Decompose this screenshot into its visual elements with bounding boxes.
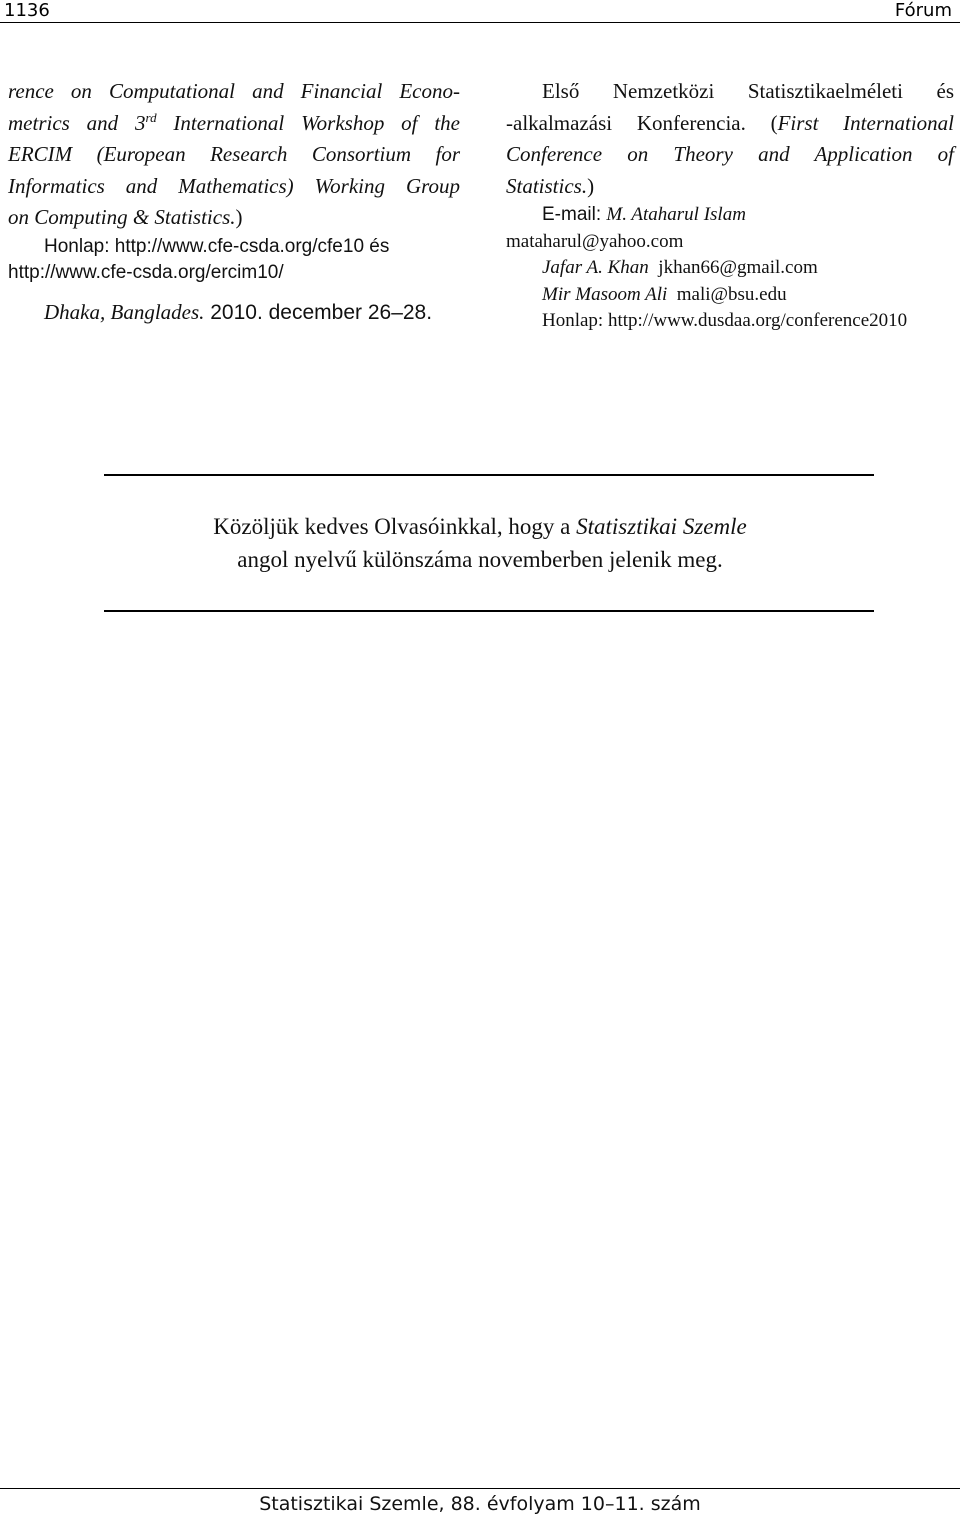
conference-text: International Workshop of the: [156, 110, 461, 135]
conference-title-line: Első Nemzetközi Statisztikaelméleti és: [542, 79, 954, 103]
location: Dhaka, Banglades.: [44, 299, 205, 324]
conference-title-line: Conference on Theory and Application of: [506, 142, 954, 166]
conference-title-line: [506, 171, 954, 203]
left-column: [8, 76, 460, 328]
notice-line: [0, 510, 960, 543]
page-number: 1136: [4, 0, 50, 21]
ordinal-superscript: rd: [145, 109, 157, 125]
conference-line: Informatics and Mathematics) Working Group: [8, 173, 460, 198]
contact-name: Mir Masoom Ali: [542, 283, 668, 305]
notice-text: Közöljük kedves Olvasóinkkal, hogy a: [213, 514, 577, 539]
contact-line: [506, 255, 954, 282]
conference-text: First International: [777, 110, 954, 135]
header-divider: [0, 22, 960, 23]
conference-line: ERCIM (European Research Consortium for: [8, 142, 460, 166]
right-column: [506, 76, 954, 335]
journal-title: Statisztikai Szemle: [576, 514, 747, 539]
contact-email[interactable]: mataharul@yahoo.com: [506, 230, 684, 252]
notice: [0, 510, 960, 576]
homepage-label: Honlap:: [44, 235, 115, 257]
conference-line: [8, 108, 460, 140]
notice-line: angol nyelvű különszáma novemberben jelenik meg.: [237, 547, 723, 572]
contact-email[interactable]: jkhan66@gmail.com: [658, 257, 818, 278]
contact-email[interactable]: mali@bsu.edu: [676, 283, 787, 305]
conference-text: Statistics.: [506, 173, 588, 198]
date: 2010. december 26–28.: [204, 300, 433, 324]
contact-name: M. Ataharul Islam: [606, 204, 746, 225]
homepage-link[interactable]: http://www.cfe-csda.org/cfe10: [114, 235, 365, 257]
conference-text: metrics and 3: [8, 110, 146, 135]
notice-top-rule: [104, 474, 874, 476]
homepage-link[interactable]: Honlap: http://www.dusdaa.org/conference2010: [542, 310, 908, 331]
contact-name: Jafar A. Khan: [542, 257, 649, 278]
section-title: Fórum: [894, 0, 952, 21]
conference-text: -alkalmazási Konferencia. (: [506, 110, 778, 135]
footer-divider: [0, 1488, 960, 1489]
footer-journal: Statisztikai Szemle, 88. évfolyam 10–11. szám: [259, 1493, 701, 1515]
conference-text: ): [587, 173, 595, 198]
homepage-line: [8, 234, 460, 261]
location-date: [8, 297, 460, 329]
email-line: [506, 202, 954, 229]
conference-title-line: [506, 108, 954, 140]
email-label: E-mail:: [542, 204, 607, 225]
conference-line: rence on Computational and Financial Econo-: [8, 79, 460, 103]
homepage-join: és: [364, 235, 390, 257]
notice-bottom-rule: [104, 610, 874, 612]
contact-line: [506, 282, 954, 309]
conference-text: on Computing & Statistics.: [8, 205, 236, 229]
conference-line: [8, 202, 460, 234]
homepage-link[interactable]: http://www.cfe-csda.org/ercim10/: [8, 262, 284, 283]
conference-text: ): [235, 205, 243, 229]
